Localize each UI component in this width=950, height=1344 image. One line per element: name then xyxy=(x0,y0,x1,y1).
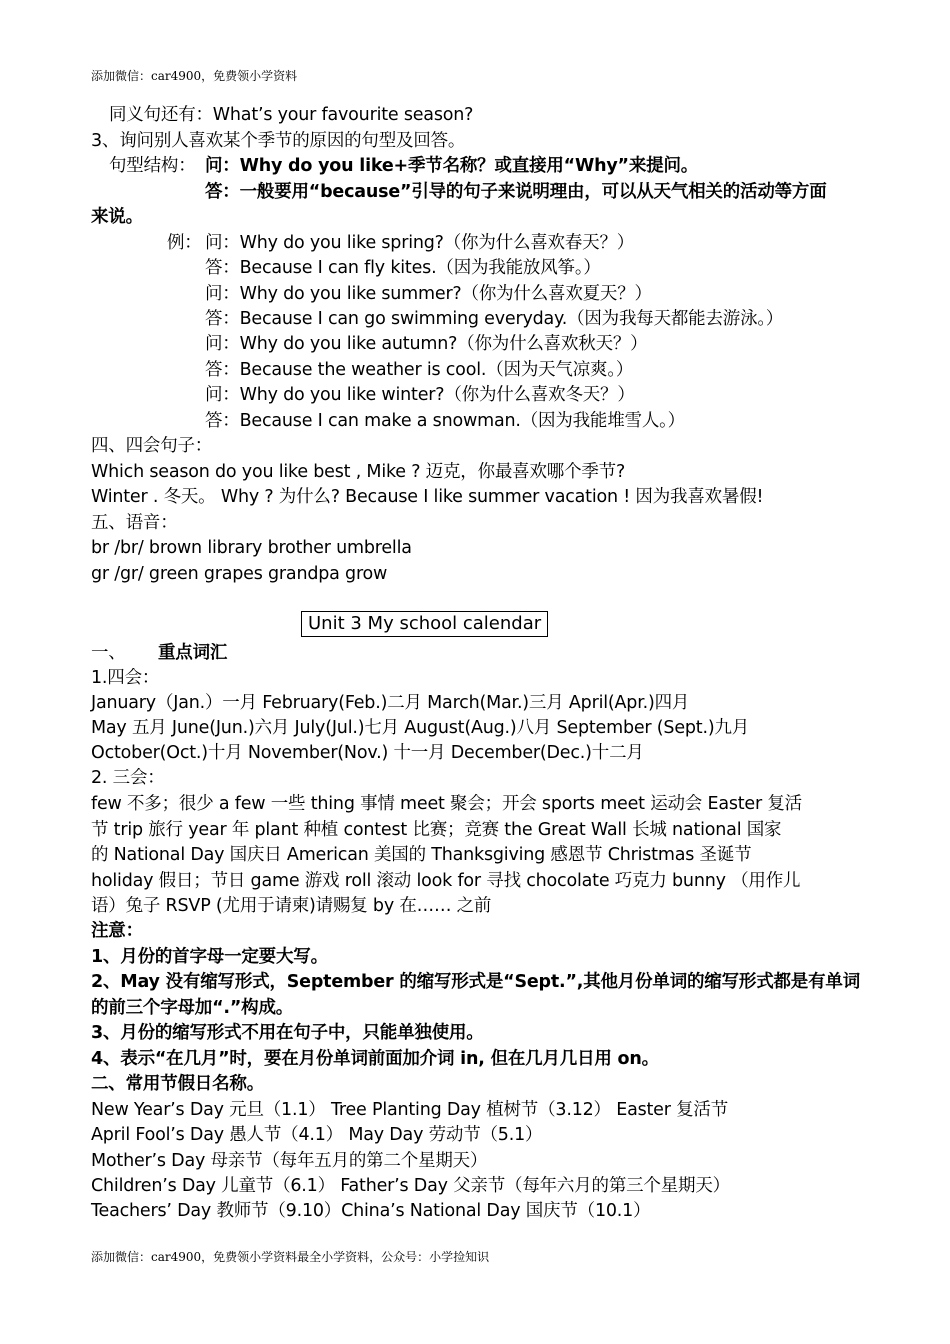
synonym-line: 同义句还有：What’s your favourite season? xyxy=(109,105,474,125)
example-q1: 问：Why do you like spring?（你为什么喜欢春天？） xyxy=(205,233,635,253)
section-four-heading: 四、四会句子： xyxy=(91,436,213,456)
sentence-1: Which season do you like best , Mike ? 迈克，你最喜欢哪个季节? xyxy=(91,462,626,482)
vocab-line-3: 的 National Day 国庆日 American 美国的 Thanksgiving 感恩节 Christmas 圣诞节 xyxy=(91,845,752,865)
holiday-line-4: Children’s Day 儿童节（6.1） Father’s Day 父亲节（每年六月的第三个星期天） xyxy=(91,1176,730,1196)
example-a3: 答：Because the weather is cool.（因为天气凉爽。） xyxy=(205,360,634,380)
note-2: 2、May 没有缩写形式，September 的缩写形式是“Sept.”,其他月份单词的缩写形式都是有单词 xyxy=(91,972,861,992)
holiday-line-5: Teachers’ Day 教师节（9.10）China’s National Day 国庆节（10.1） xyxy=(91,1201,651,1221)
four-skills-label: 1.四会： xyxy=(91,668,160,688)
example-a4: 答：Because I can make a snowman.（因为我能堆雪人。） xyxy=(205,411,685,431)
sentence-2: Winter . 冬天。 Why ? 为什么? Because I like summer vacation ! 因为我喜欢暑假! xyxy=(91,487,764,507)
vocab-line-2: 节 trip 旅行 year 年 plant 种植 contest 比赛；竞赛 the Great Wall 长城 national 国家 xyxy=(91,820,782,840)
months-line-3: October(Oct.)十月 November(Nov.) 十一月 December(Dec.)十二月 xyxy=(91,743,644,763)
section-one-title: 重点词汇 xyxy=(158,643,228,663)
unit-title: Unit 3 My school calendar xyxy=(301,611,548,637)
pattern-answer-cont: 来说。 xyxy=(91,207,143,227)
note-1: 1、月份的首字母一定要大写。 xyxy=(91,947,328,967)
section-five-heading: 五、语音： xyxy=(91,513,178,533)
pattern-question: 问：Why do you like+季节名称？或直接用“Why”来提问。 xyxy=(205,156,699,176)
example-q2: 问：Why do you like summer?（你为什么喜欢夏天？） xyxy=(205,284,652,304)
vocab-line-5: 语）兔子 RSVP (尤用于请柬)请赐复 by 在…… 之前 xyxy=(91,896,492,916)
pattern-answer: 答：一般要用“because”引导的句子来说明理由，可以从天气相关的活动等方面 xyxy=(205,182,827,202)
header-note: 添加微信：car4900，免费领小学资料 xyxy=(91,69,298,83)
months-line-2: May 五月 June(Jun.)六月 July(Jul.)七月 August(Aug.)八月 September (Sept.)九月 xyxy=(91,718,750,738)
months-line-1: January（Jan.）一月 February(Feb.)二月 March(Mar.)三月 April(Apr.)四月 xyxy=(91,693,690,713)
pattern-label: 句型结构： xyxy=(109,156,196,176)
section-two-heading: 二、常用节假日名称。 xyxy=(91,1074,264,1094)
vocab-line-4: holiday 假日；节日 game 游戏 roll 滚动 look for 寻找 chocolate 巧克力 bunny （用作儿 xyxy=(91,871,801,891)
phonics-gr: gr /gr/ green grapes grandpa grow xyxy=(91,564,388,584)
note-3: 3、月份的缩写形式不用在句子中，只能单独使用。 xyxy=(91,1023,484,1043)
vocab-line-1: few 不多；很少 a few 一些 thing 事情 meet 聚会；开会 sports meet 运动会 Easter 复活 xyxy=(91,794,802,814)
three-skills-label: 2. 三会： xyxy=(91,768,165,788)
note-heading: 注意： xyxy=(91,921,143,941)
section-3-heading: 3、询问别人喜欢某个季节的原因的句型及回答。 xyxy=(91,131,466,151)
example-a1: 答：Because I can fly kites.（因为我能放风筝。） xyxy=(205,258,601,278)
phonics-br: br /br/ brown library brother umbrella xyxy=(91,538,412,558)
example-q3: 问：Why do you like autumn?（你为什么喜欢秋天？） xyxy=(205,334,648,354)
holiday-line-2: April Fool’s Day 愚人节（4.1） May Day 劳动节（5.1） xyxy=(91,1125,543,1145)
holiday-line-1: New Year’s Day 元旦（1.1） Tree Planting Day 植树节（3.12） Easter 复活节 xyxy=(91,1100,729,1120)
note-2-cont: 的前三个字母加“.”构成。 xyxy=(91,998,294,1018)
footer-note: 添加微信：car4900，免费领小学资料最全小学资料，公众号：小学捡知识 xyxy=(91,1250,490,1264)
section-one-number: 一、 xyxy=(91,643,126,663)
note-4: 4、表示“在几月”时，要在月份单词前面加介词 in, 但在几月几日用 on。 xyxy=(91,1049,659,1069)
holiday-line-3: Mother’s Day 母亲节（每年五月的第二个星期天） xyxy=(91,1151,488,1171)
example-a2: 答：Because I can go swimming everyday.（因为我每天都能去游泳。） xyxy=(205,309,784,329)
example-q4: 问：Why do you like winter?（你为什么喜欢冬天？） xyxy=(205,385,635,405)
example-label: 例： xyxy=(167,233,202,253)
